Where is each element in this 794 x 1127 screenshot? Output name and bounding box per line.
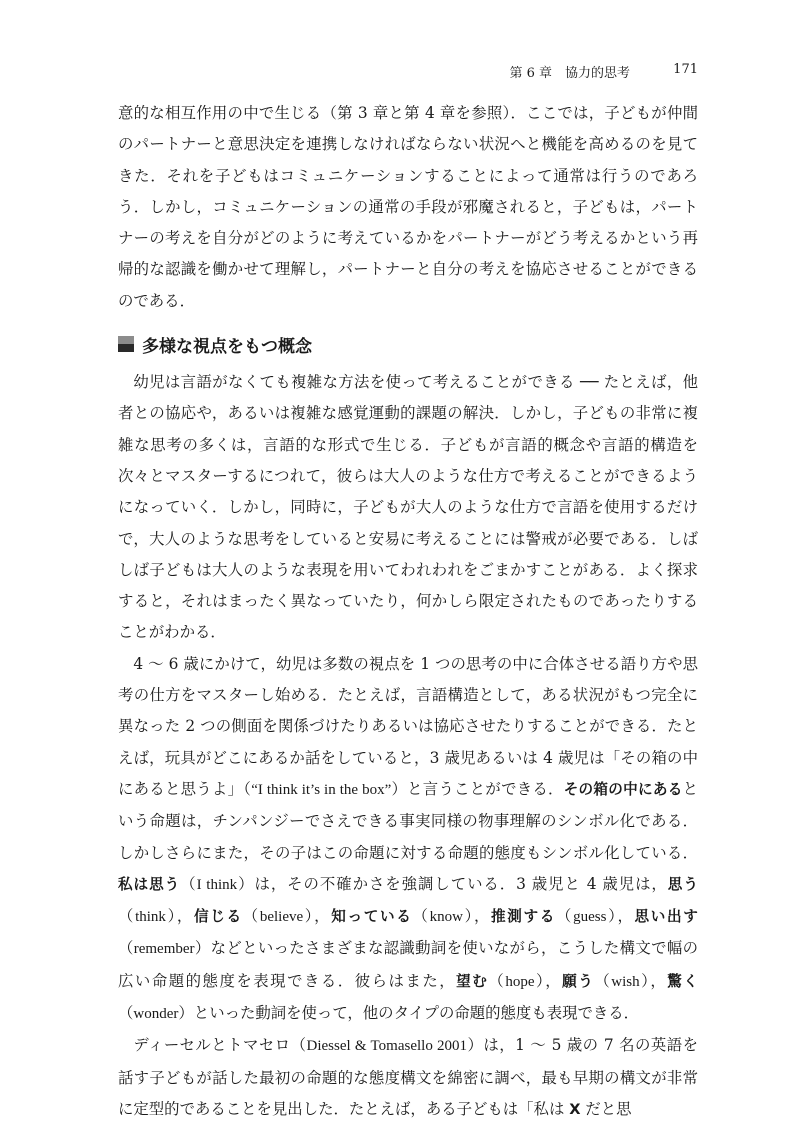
text-run: 4 〜 6 歳にかけて，幼児は多数の視点を 1 つの思考の中に合体させる語り方や思考の仕方をマスターし始める．たとえば，言語構造として，ある状況がもつ完全に異なった 2 つの側面を関係づけたりあるいは協応させたりすることができる．たとえば，玩具がどこにあるか話をしていると，3 歳児あるいは 4 歳児は「その箱の中にあると思うよ」（ — [118, 654, 698, 798]
paragraph-3 — [118, 649, 698, 1031]
emphasis: 信じる — [193, 908, 243, 926]
paragraph-2: 幼児は言語がなくても複雑な方法を使って考えることができる ── たとえば，他者との協応や，あるいは複雑な感覚運動的課題の解決．しかし，子どもの非常に複雑な思考の多くは，言語的な形式で生じる．子どもが言語的概念や言語的構造を次々とマスターするにつれて，彼らは大人のような仕方で考えることができるようになっていく．しかし，同時に，子どもが大人のような仕方で言語を使用するだけで，大人のような思考をしていると安易に考えることには警戒が必要である．しばしば子どもは大人のような表現を用いてわれわれをごまかすことがある．よく探求すると，それはまったく異なっていたり，何かしら限定されたものであったりすることがわかる． — [118, 373, 698, 642]
english-quote: “I think it’s in the box” — [251, 781, 392, 798]
emphasis: X — [569, 1100, 581, 1118]
english-term: guess — [573, 909, 607, 926]
emphasis: 願う — [562, 972, 595, 990]
section-title: 多様な視点をもつ概念 — [142, 336, 312, 357]
text-run: ）といった動詞を使って，他のタイプの命題的態度も表現できる． — [178, 1004, 640, 1023]
english-term: wish — [611, 973, 640, 990]
text-run: （ — [412, 907, 430, 926]
emphasis: 思い出す — [634, 908, 698, 926]
text-run: ）， — [303, 907, 332, 926]
section-heading — [118, 329, 698, 359]
text-run: （ — [118, 907, 136, 926]
text-run: ディーセルとトマセロ（ — [133, 1036, 307, 1055]
page-number: 171 — [673, 62, 698, 77]
chapter-title: 第 6 章 協力的思考 — [509, 66, 630, 81]
english-term: wonder — [133, 1006, 179, 1023]
running-head — [118, 62, 698, 82]
paragraph-1: 意的な相互作用の中で生じる（第 3 章と第 4 章を参照）．ここでは，子どもが仲間のパートナーと意思決定を連携しなければならない状況へと機能を高めるのを見てきた．それを子どもはコミュニケーションすることによって通常は行うのであろう．しかし，コミュニケーションの通常の手段が邪魔されると，子どもは，パートナーの考えを自分がどのように考えているかをパートナーがどう考えるかという再帰的な認識を働かせて理解し，パートナーと自分の考えを協応させることができるのである． — [118, 104, 698, 310]
english-term: I think — [196, 876, 238, 893]
emphasis: 驚く — [667, 972, 698, 990]
text-run: （ — [118, 1004, 134, 1023]
english-term: hope — [505, 973, 535, 990]
text-run: ）， — [534, 971, 563, 990]
english-term: know — [429, 909, 463, 926]
body-text — [118, 98, 698, 1125]
english-term: remember — [133, 941, 195, 958]
text-run: だと思 — [580, 1099, 632, 1118]
text-run: （ — [594, 971, 612, 990]
emphasis: 望む — [456, 972, 489, 990]
section-marker-icon — [118, 336, 134, 352]
text-run: ）， — [165, 907, 194, 926]
text-run: （ — [180, 874, 197, 893]
emphasis: 私は思う — [118, 875, 181, 893]
text-run: （ — [488, 971, 506, 990]
emphasis: 思う — [667, 875, 698, 893]
english-term: think — [135, 909, 166, 926]
citation: Diessel & Tomasello 2001 — [306, 1038, 468, 1055]
paragraph-4 — [118, 1030, 698, 1125]
text-run: ）は，1 〜 5 歳の 7 名の英語を話す子どもが話した最初の命題的な態度構文を綿密に調べ，最も早期の構文が非常に定型的であることを見出した．たとえば，ある子どもは「私は — [118, 1036, 698, 1118]
text-run: ）， — [462, 907, 491, 926]
text-run: ）， — [606, 907, 635, 926]
text-run: ）と言うことができる． — [391, 779, 564, 798]
english-term: believe — [259, 909, 304, 926]
text-run: ）は，その不確かさを強調している．3 歳児と 4 歳児は， — [237, 874, 668, 893]
emphasis: 知っている — [331, 908, 413, 926]
text-run: という命題は，チンパンジーでさえできる事実同様の物事理解のシンボル化である．しかしさらにまた，その子はこの命題に対する命題的態度もシンボル化している． — [118, 779, 698, 862]
emphasis: その箱の中にある — [563, 780, 683, 798]
text-run: （ — [118, 939, 134, 958]
text-run: ）などといったさまざまな認識動詞を使いながら，こうした構文で幅の広い命題的態度を表現できる．彼らはまた， — [118, 939, 698, 990]
text-run: ）， — [639, 971, 668, 990]
text-run: （ — [556, 907, 574, 926]
emphasis: 推測する — [491, 908, 557, 926]
text-run: （ — [242, 907, 260, 926]
